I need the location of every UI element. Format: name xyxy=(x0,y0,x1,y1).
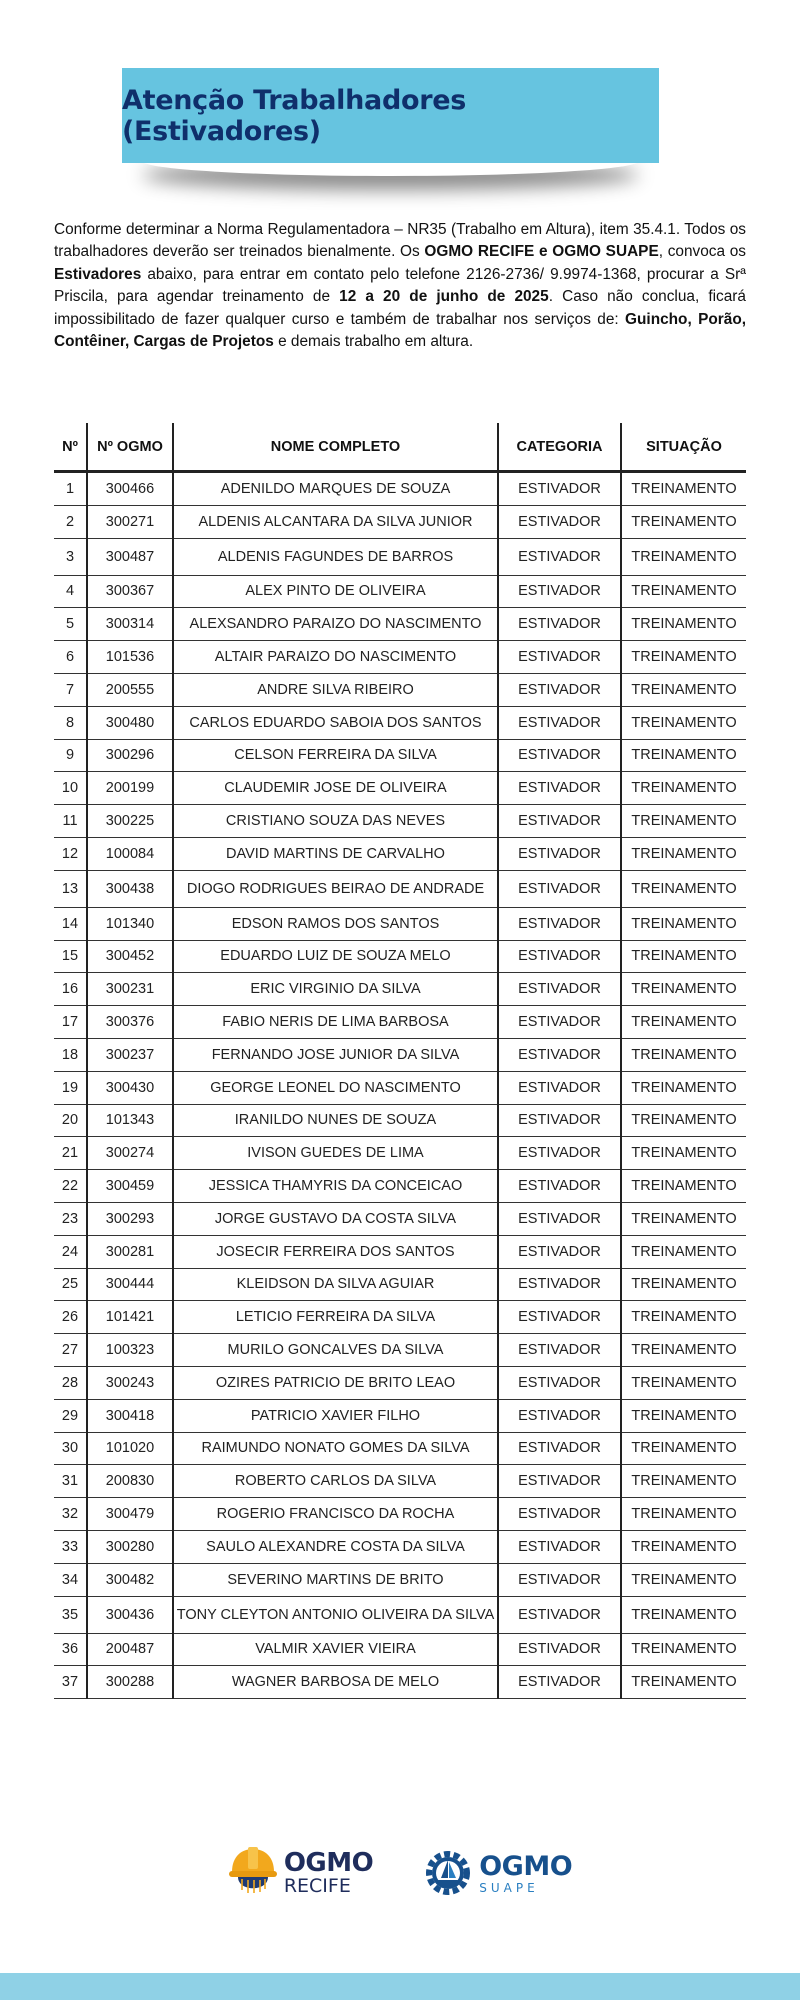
intro-text-1: Conforme determinar a Norma Regulamentadora – NR35 (Trabalho em Altura), item 35.4.1. Todos os trabalhadores deverão ser treinados bienalmente. Os xyxy=(54,221,746,261)
ogmo-number: 300296 xyxy=(87,739,173,772)
status: TREINAMENTO xyxy=(621,1137,746,1170)
full-name: JORGE GUSTAVO DA COSTA SILVA xyxy=(173,1202,498,1235)
category: ESTIVADOR xyxy=(498,739,621,772)
ogmo-number: 300367 xyxy=(87,575,173,608)
table-row xyxy=(54,1170,746,1203)
row-number: 2 xyxy=(54,505,87,538)
full-name: ANDRE SILVA RIBEIRO xyxy=(173,673,498,706)
status: TREINAMENTO xyxy=(621,772,746,805)
category: ESTIVADOR xyxy=(498,805,621,838)
category: ESTIVADOR xyxy=(498,1301,621,1334)
gear-ship-icon xyxy=(423,1848,473,1898)
ogmo-number: 300376 xyxy=(87,1006,173,1039)
category: ESTIVADOR xyxy=(498,673,621,706)
full-name: FABIO NERIS DE LIMA BARBOSA xyxy=(173,1006,498,1039)
table-row xyxy=(54,973,746,1006)
intro-text-4: . Caso não conclua, ficará impossibilitado de fazer qualquer curso e também de trabalhar nos serviços de: xyxy=(54,288,746,328)
ogmo-recife-logo xyxy=(228,1846,373,1900)
ogmo-number: 300237 xyxy=(87,1038,173,1071)
row-number: 33 xyxy=(54,1530,87,1563)
intro-bold-services: Guincho, Porão, Contêiner, Cargas de Projetos xyxy=(54,310,747,351)
ogmo-number: 200199 xyxy=(87,772,173,805)
category: ESTIVADOR xyxy=(498,575,621,608)
full-name: RAIMUNDO NONATO GOMES DA SILVA xyxy=(173,1432,498,1465)
full-name: MURILO GONCALVES DA SILVA xyxy=(173,1334,498,1367)
row-number: 30 xyxy=(54,1432,87,1465)
table-row xyxy=(54,940,746,973)
full-name: JESSICA THAMYRIS DA CONCEICAO xyxy=(173,1170,498,1203)
intro-text-2: , convoca os xyxy=(658,243,746,261)
table-body xyxy=(54,472,746,1699)
full-name: OZIRES PATRICIO DE BRITO LEAO xyxy=(173,1366,498,1399)
table-row xyxy=(54,673,746,706)
category: ESTIVADOR xyxy=(498,1038,621,1071)
table-row xyxy=(54,1235,746,1268)
hard-hat-icon xyxy=(228,1846,278,1900)
row-number: 18 xyxy=(54,1038,87,1071)
full-name: WAGNER BARBOSA DE MELO xyxy=(173,1666,498,1699)
table-row xyxy=(54,1038,746,1071)
row-number: 29 xyxy=(54,1399,87,1432)
status: TREINAMENTO xyxy=(621,641,746,674)
table-row xyxy=(54,1202,746,1235)
ogmo-number: 300480 xyxy=(87,706,173,739)
ogmo-number: 300418 xyxy=(87,1399,173,1432)
ogmo-number: 101343 xyxy=(87,1104,173,1137)
full-name: TONY CLEYTON ANTONIO OLIVEIRA DA SILVA xyxy=(173,1596,498,1633)
status: TREINAMENTO xyxy=(621,1366,746,1399)
category: ESTIVADOR xyxy=(498,1666,621,1699)
status: TREINAMENTO xyxy=(621,907,746,940)
full-name: CLAUDEMIR JOSE DE OLIVEIRA xyxy=(173,772,498,805)
status: TREINAMENTO xyxy=(621,870,746,907)
table-row xyxy=(54,538,746,575)
ogmo-number: 300452 xyxy=(87,940,173,973)
full-name: KLEIDSON DA SILVA AGUIAR xyxy=(173,1268,498,1301)
ogmo-number: 300280 xyxy=(87,1530,173,1563)
intro-text-3: abaixo, para entrar em contato pelo telefone 2126-2736/ 9.9974-1368, procurar a Srª Priscila, para agendar treinamento de xyxy=(54,265,746,306)
table-row xyxy=(54,1498,746,1531)
status: TREINAMENTO xyxy=(621,505,746,538)
status: TREINAMENTO xyxy=(621,1633,746,1666)
status: TREINAMENTO xyxy=(621,538,746,575)
full-name: CRISTIANO SOUZA DAS NEVES xyxy=(173,805,498,838)
row-number: 24 xyxy=(54,1235,87,1268)
table-row xyxy=(54,1563,746,1596)
table-row xyxy=(54,608,746,641)
intro-bold-ogmo: OGMO RECIFE e OGMO SUAPE xyxy=(424,243,659,261)
ogmo-number: 300436 xyxy=(87,1596,173,1633)
table-row xyxy=(54,1366,746,1399)
full-name: EDUARDO LUIZ DE SOUZA MELO xyxy=(173,940,498,973)
row-number: 20 xyxy=(54,1104,87,1137)
row-number: 1 xyxy=(54,472,87,506)
category: ESTIVADOR xyxy=(498,1268,621,1301)
header-ogmo-number: Nº OGMO xyxy=(87,423,173,472)
category: ESTIVADOR xyxy=(498,1104,621,1137)
status: TREINAMENTO xyxy=(621,1432,746,1465)
category: ESTIVADOR xyxy=(498,1235,621,1268)
full-name: PATRICIO XAVIER FILHO xyxy=(173,1399,498,1432)
row-number: 8 xyxy=(54,706,87,739)
category: ESTIVADOR xyxy=(498,1432,621,1465)
table-row xyxy=(54,805,746,838)
ogmo-number: 300243 xyxy=(87,1366,173,1399)
status: TREINAMENTO xyxy=(621,1006,746,1039)
ogmo-number: 100323 xyxy=(87,1334,173,1367)
ogmo-number: 200555 xyxy=(87,673,173,706)
full-name: SEVERINO MARTINS DE BRITO xyxy=(173,1563,498,1596)
row-number: 15 xyxy=(54,940,87,973)
status: TREINAMENTO xyxy=(621,1399,746,1432)
table-row xyxy=(54,1301,746,1334)
ogmo-number: 101536 xyxy=(87,641,173,674)
row-number: 14 xyxy=(54,907,87,940)
status: TREINAMENTO xyxy=(621,1596,746,1633)
ogmo-number: 300271 xyxy=(87,505,173,538)
status: TREINAMENTO xyxy=(621,1498,746,1531)
status: TREINAMENTO xyxy=(621,940,746,973)
full-name: IVISON GUEDES DE LIMA xyxy=(173,1137,498,1170)
ogmo-number: 200487 xyxy=(87,1633,173,1666)
table-row xyxy=(54,739,746,772)
status: TREINAMENTO xyxy=(621,1104,746,1137)
status: TREINAMENTO xyxy=(621,1235,746,1268)
row-number: 31 xyxy=(54,1465,87,1498)
row-number: 23 xyxy=(54,1202,87,1235)
table-row xyxy=(54,575,746,608)
status: TREINAMENTO xyxy=(621,1666,746,1699)
row-number: 26 xyxy=(54,1301,87,1334)
category: ESTIVADOR xyxy=(498,1071,621,1104)
ogmo-number: 200830 xyxy=(87,1465,173,1498)
full-name: ALEXSANDRO PARAIZO DO NASCIMENTO xyxy=(173,608,498,641)
ogmo-number: 300430 xyxy=(87,1071,173,1104)
full-name: ALDENIS FAGUNDES DE BARROS xyxy=(173,538,498,575)
table-row xyxy=(54,1465,746,1498)
row-number: 12 xyxy=(54,837,87,870)
full-name: GEORGE LEONEL DO NASCIMENTO xyxy=(173,1071,498,1104)
category: ESTIVADOR xyxy=(498,1563,621,1596)
category: ESTIVADOR xyxy=(498,706,621,739)
category: ESTIVADOR xyxy=(498,641,621,674)
ogmo-number: 101421 xyxy=(87,1301,173,1334)
status: TREINAMENTO xyxy=(621,673,746,706)
full-name: ROBERTO CARLOS DA SILVA xyxy=(173,1465,498,1498)
logo-suape-word: OGMO xyxy=(479,1850,573,1882)
logo-recife-word: OGMO xyxy=(283,1848,374,1878)
status: TREINAMENTO xyxy=(621,1334,746,1367)
category: ESTIVADOR xyxy=(498,772,621,805)
row-number: 13 xyxy=(54,870,87,907)
category: ESTIVADOR xyxy=(498,973,621,1006)
ogmo-number: 300314 xyxy=(87,608,173,641)
ogmo-number: 101340 xyxy=(87,907,173,940)
category: ESTIVADOR xyxy=(498,1170,621,1203)
ogmo-number: 100084 xyxy=(87,837,173,870)
status: TREINAMENTO xyxy=(621,1563,746,1596)
header-full-name: NOME COMPLETO xyxy=(173,423,498,472)
category: ESTIVADOR xyxy=(498,907,621,940)
row-number: 6 xyxy=(54,641,87,674)
table-row xyxy=(54,772,746,805)
full-name: FERNANDO JOSE JUNIOR DA SILVA xyxy=(173,1038,498,1071)
row-number: 28 xyxy=(54,1366,87,1399)
status: TREINAMENTO xyxy=(621,739,746,772)
category: ESTIVADOR xyxy=(498,505,621,538)
category: ESTIVADOR xyxy=(498,1530,621,1563)
category: ESTIVADOR xyxy=(498,1596,621,1633)
ogmo-number: 300479 xyxy=(87,1498,173,1531)
ogmo-number: 300438 xyxy=(87,870,173,907)
row-number: 35 xyxy=(54,1596,87,1633)
table-header-row xyxy=(54,423,746,472)
header-banner xyxy=(122,68,659,163)
ogmo-number: 300225 xyxy=(87,805,173,838)
intro-paragraph xyxy=(54,219,746,353)
table-row xyxy=(54,1104,746,1137)
status: TREINAMENTO xyxy=(621,608,746,641)
intro-bold-date: 12 a 20 de junho de 2025 xyxy=(339,288,549,306)
table-row xyxy=(54,870,746,907)
ogmo-number: 300482 xyxy=(87,1563,173,1596)
row-number: 7 xyxy=(54,673,87,706)
table-row xyxy=(54,1432,746,1465)
row-number: 16 xyxy=(54,973,87,1006)
intro-bold-estivadores: Estivadores xyxy=(54,265,142,283)
row-number: 32 xyxy=(54,1498,87,1531)
row-number: 36 xyxy=(54,1633,87,1666)
table-row xyxy=(54,1633,746,1666)
status: TREINAMENTO xyxy=(621,1071,746,1104)
status: TREINAMENTO xyxy=(621,1301,746,1334)
ogmo-number: 300487 xyxy=(87,538,173,575)
full-name: DIOGO RODRIGUES BEIRAO DE ANDRADE xyxy=(173,870,498,907)
header-number: Nº xyxy=(54,423,87,472)
category: ESTIVADOR xyxy=(498,1334,621,1367)
ogmo-number: 300466 xyxy=(87,472,173,506)
table-row xyxy=(54,505,746,538)
bottom-bar xyxy=(0,1973,800,2000)
full-name: ALTAIR PARAIZO DO NASCIMENTO xyxy=(173,641,498,674)
category: ESTIVADOR xyxy=(498,1498,621,1531)
category: ESTIVADOR xyxy=(498,1006,621,1039)
category: ESTIVADOR xyxy=(498,472,621,506)
row-number: 10 xyxy=(54,772,87,805)
table-row xyxy=(54,1334,746,1367)
status: TREINAMENTO xyxy=(621,805,746,838)
workers-table xyxy=(54,423,746,1699)
logo-suape-sub: SUAPE xyxy=(479,1880,539,1895)
status: TREINAMENTO xyxy=(621,706,746,739)
ogmo-number: 300444 xyxy=(87,1268,173,1301)
table-row xyxy=(54,1596,746,1633)
table-row xyxy=(54,1071,746,1104)
full-name: DAVID MARTINS DE CARVALHO xyxy=(173,837,498,870)
row-number: 25 xyxy=(54,1268,87,1301)
table-row xyxy=(54,1006,746,1039)
page-title: Atenção Trabalhadores (Estivadores) xyxy=(122,84,467,147)
full-name: EDSON RAMOS DOS SANTOS xyxy=(173,907,498,940)
status: TREINAMENTO xyxy=(621,1465,746,1498)
row-number: 19 xyxy=(54,1071,87,1104)
header-status: SITUAÇÃO xyxy=(621,423,746,472)
full-name: ALDENIS ALCANTARA DA SILVA JUNIOR xyxy=(173,505,498,538)
row-number: 9 xyxy=(54,739,87,772)
status: TREINAMENTO xyxy=(621,1202,746,1235)
table-row xyxy=(54,1530,746,1563)
row-number: 21 xyxy=(54,1137,87,1170)
category: ESTIVADOR xyxy=(498,1633,621,1666)
status: TREINAMENTO xyxy=(621,1038,746,1071)
status: TREINAMENTO xyxy=(621,472,746,506)
table-row xyxy=(54,472,746,506)
row-number: 11 xyxy=(54,805,87,838)
header-category: CATEGORIA xyxy=(498,423,621,472)
row-number: 17 xyxy=(54,1006,87,1039)
full-name: JOSECIR FERREIRA DOS SANTOS xyxy=(173,1235,498,1268)
table-row xyxy=(54,1268,746,1301)
table-row xyxy=(54,706,746,739)
row-number: 27 xyxy=(54,1334,87,1367)
category: ESTIVADOR xyxy=(498,870,621,907)
table-row xyxy=(54,837,746,870)
full-name: ROGERIO FRANCISCO DA ROCHA xyxy=(173,1498,498,1531)
ogmo-number: 300459 xyxy=(87,1170,173,1203)
row-number: 22 xyxy=(54,1170,87,1203)
full-name: VALMIR XAVIER VIEIRA xyxy=(173,1633,498,1666)
category: ESTIVADOR xyxy=(498,1465,621,1498)
status: TREINAMENTO xyxy=(621,1268,746,1301)
category: ESTIVADOR xyxy=(498,1137,621,1170)
status: TREINAMENTO xyxy=(621,1170,746,1203)
row-number: 5 xyxy=(54,608,87,641)
ogmo-number: 300288 xyxy=(87,1666,173,1699)
banner-box xyxy=(122,68,659,163)
footer-logos xyxy=(0,1843,800,1903)
full-name: IRANILDO NUNES DE SOUZA xyxy=(173,1104,498,1137)
ogmo-number: 300231 xyxy=(87,973,173,1006)
table-row xyxy=(54,1399,746,1432)
category: ESTIVADOR xyxy=(498,538,621,575)
full-name: SAULO ALEXANDRE COSTA DA SILVA xyxy=(173,1530,498,1563)
full-name: ADENILDO MARQUES DE SOUZA xyxy=(173,472,498,506)
intro-text-5: e demais trabalho em altura. xyxy=(273,333,474,351)
status: TREINAMENTO xyxy=(621,1530,746,1563)
status: TREINAMENTO xyxy=(621,837,746,870)
category: ESTIVADOR xyxy=(498,608,621,641)
category: ESTIVADOR xyxy=(498,1399,621,1432)
ogmo-suape-logo xyxy=(423,1848,572,1898)
row-number: 34 xyxy=(54,1563,87,1596)
category: ESTIVADOR xyxy=(498,940,621,973)
full-name: CELSON FERREIRA DA SILVA xyxy=(173,739,498,772)
table-row xyxy=(54,1666,746,1699)
full-name: ERIC VIRGINIO DA SILVA xyxy=(173,973,498,1006)
status: TREINAMENTO xyxy=(621,575,746,608)
ogmo-number: 300274 xyxy=(87,1137,173,1170)
table-row xyxy=(54,641,746,674)
status: TREINAMENTO xyxy=(621,973,746,1006)
category: ESTIVADOR xyxy=(498,1202,621,1235)
full-name: ALEX PINTO DE OLIVEIRA xyxy=(173,575,498,608)
full-name: LETICIO FERREIRA DA SILVA xyxy=(173,1301,498,1334)
table-row xyxy=(54,907,746,940)
ogmo-number: 300293 xyxy=(87,1202,173,1235)
category: ESTIVADOR xyxy=(498,1366,621,1399)
logo-recife-sub: RECIFE xyxy=(283,1875,351,1897)
row-number: 4 xyxy=(54,575,87,608)
row-number: 3 xyxy=(54,538,87,575)
category: ESTIVADOR xyxy=(498,837,621,870)
ogmo-number: 101020 xyxy=(87,1432,173,1465)
row-number: 37 xyxy=(54,1666,87,1699)
ogmo-number: 300281 xyxy=(87,1235,173,1268)
full-name: CARLOS EDUARDO SABOIA DOS SANTOS xyxy=(173,706,498,739)
table-row xyxy=(54,1137,746,1170)
